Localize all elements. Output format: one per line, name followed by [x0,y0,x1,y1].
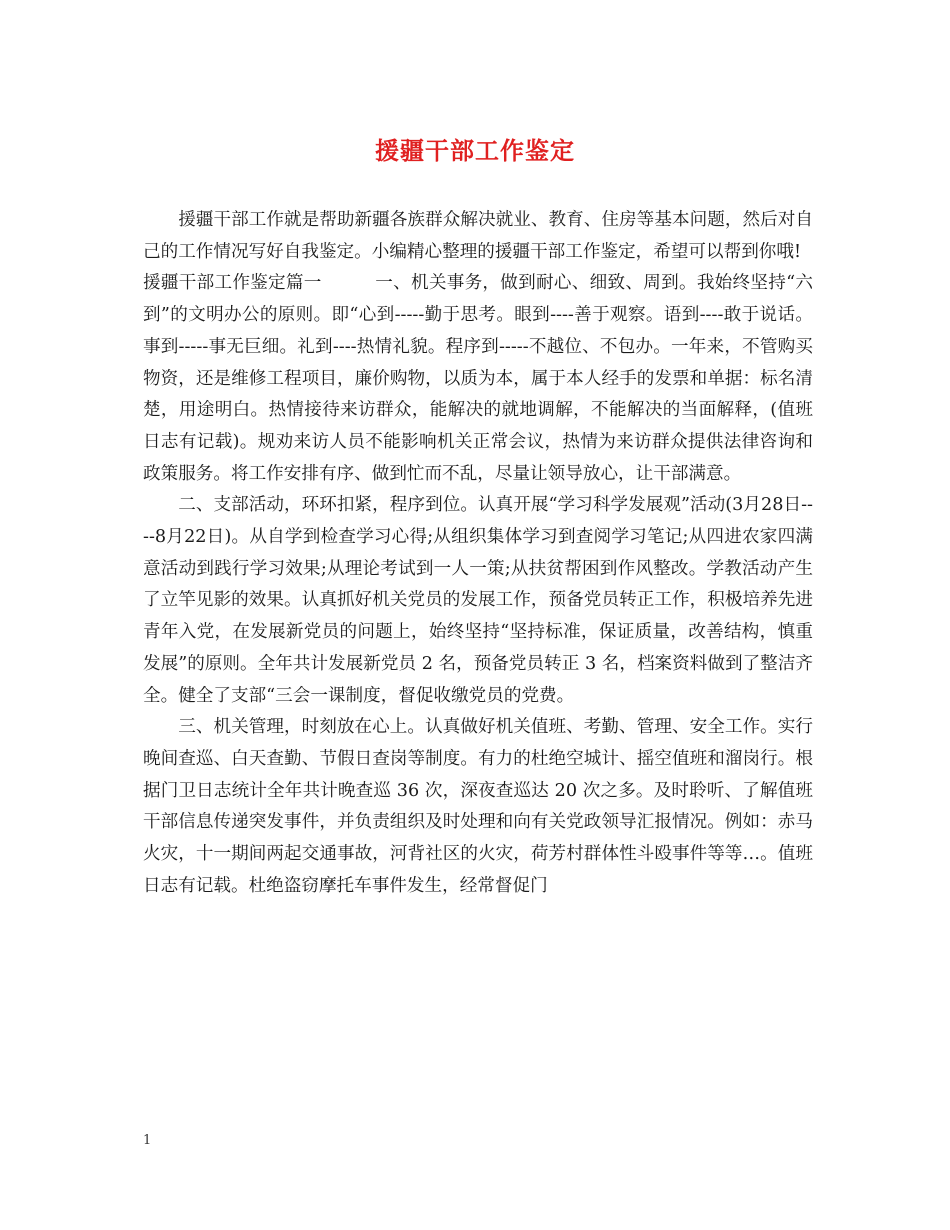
document-title: 援疆干部工作鉴定 [375,136,575,165]
section-three-paragraph: 三、机关管理，时刻放在心上。认真做好机关值班、考勤、管理、安全工作。实行晚间查巡、白天查勤、节假日查岗等制度。有力的杜绝空城计、摇空值班和溜岗行。根据门卫日志统计全年共计晚查巡 36 次，深夜查巡达 20 次之多。及时聆听、了解值班干部信息传递突发事件，并负责组织及时处理和向有关党政领导汇报情况。例如：赤马火灾，十一期间两起交通事故，河背社区的火灾，荷芳村群体性斗殴事件等等…。值班日志有记载。杜绝盗窃摩托车事件发生，经常督促门 [143,717,813,896]
section-one-paragraph: 援疆干部工作鉴定篇一 一、机关事务，做到耐心、细致、周到。我始终坚持“六到”的文明办公的原则。即“心到-----勤于思考。眼到----善于观察。语到----敢于说话。事到-----事无巨细。礼到----热情礼貌。程序到-----不越位、不包办。一年来，不管购买物资，还是维修工程项目，廉价购物，以质为本，属于本人经手的发票和单据：标名清楚，用途明白。热情接待来访群众，能解决的就地调解，不能解决的当面解释，(值班日志有记载)。规劝来访人员不能影响机关正常会议，热情为来访群众提供法律咨询和政策服务。将工作安排有序、做到忙而不乱，尽量让领导放心，让干部满意。 [143,273,813,484]
section-two-paragraph: 二、支部活动，环环扣紧，程序到位。认真开展“学习科学发展观”活动(3月28日----8月22日)。从自学到检查学习心得;从组织集体学习到查阅学习笔记;从四进农家四满意活动到践行学习效果;从理论考试到一人一策;从扶贫帮困到作风整改。学教活动产生了立竿见影的效果。认真抓好机关党员的发展工作，预备党员转正工作，积极培养先进青年入党，在发展新党员的问题上，始终坚持“坚持标准，保证质量，改善结构，慎重发展”的原则。全年共计发展新党员 2 名，预备党员转正 3 名，档案资料做到了整洁齐全。健全了支部“三会一课制度，督促收缴党员的党费。 [143,495,813,706]
page-number: 1 [143,1133,152,1148]
document-body [143,205,813,902]
intro-paragraph: 援疆干部工作就是帮助新疆各族群众解决就业、教育、住房等基本问题，然后对自己的工作情况写好自我鉴定。小编精心整理的援疆干部工作鉴定，希望可以帮到你哦! [143,210,813,262]
